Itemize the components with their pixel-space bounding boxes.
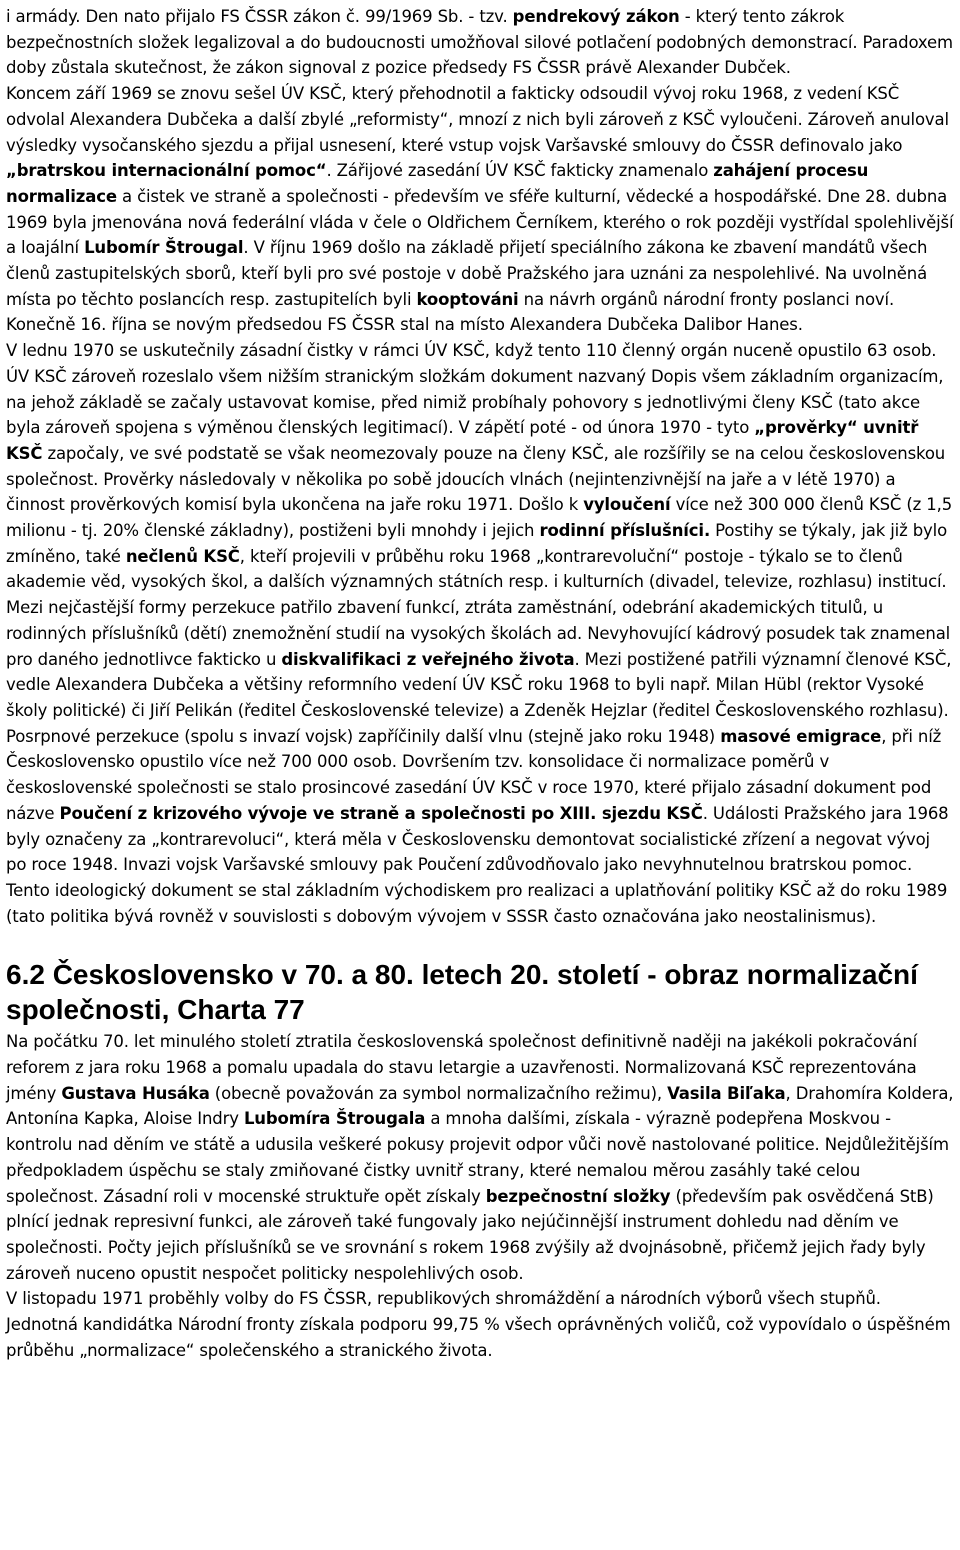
bold-text-run: Poučení z krizového vývoje ve straně a společnosti po XIII. sjezdu KSČ bbox=[59, 803, 703, 823]
paragraph bbox=[6, 1029, 954, 1286]
text-run: V listopadu 1971 proběhly volby do FS ČSSR, republikových shromáždění a národních výborů všech stupňů. Jednotná kandidátka Národní fronty získala podporu 99,75 % všech oprávněných voličů, což vypovídalo o úspěšném průběhu „normalizace“ společenského a stranického života. bbox=[6, 1289, 951, 1360]
text-run: a mnoha dalšími, získala - výrazně podepřena Moskvou - kontrolu nad děním ve státě a udusila veškeré pokusy projevit odpor vůči nově nastolované politice. Nejdůležitějším předpokladem úspěchu se staly zmiňované čistky uvnitř strany, které nemalou měrou zasáhly také celou společnost. Zásadní roli v mocenské struktuře opět získaly bbox=[6, 1109, 949, 1206]
text-run: . V říjnu 1969 došlo na základě přijetí speciálního zákona ke zbavení mandátů všech členů zastupitelských sborů, kteří byli pro své postoje v době Pražského jara uznáni za nespolehlivé. Na uvolněná místa po těchto poslancích resp. zastupitelích byli bbox=[6, 238, 928, 309]
paragraph bbox=[6, 4, 954, 81]
text-run: započaly, ve své podstatě se však neomezovaly pouze na členy KSČ, ale rozšířily se na celou československou společnost. Prověrky následovaly v několika po sobě jdoucích vlnách (nejintenzivnější na jaře a v létě 1970) a činnost prověrkových komisí byla ukončena na jaře roku 1971. Došlo k bbox=[6, 443, 946, 515]
bold-text-run: Lubomír Štrougal bbox=[84, 238, 244, 258]
text-run: . Události Pražského jara 1968 byly označeny za „kontrarevoluci“, která měla v Československu demontovat socialistické zřízení a negovat vývoj po roce 1948. Invazi vojsk Varšavské smlouvy pak Poučení zdůvodňovalo jako nevyhnutelnou bratrskou pomoc. Tento ideologický dokument se stal základním východiskem pro realizaci a uplatňování politiky KSČ až do roku 1989 (tato politika bývá rovněž v souvislosti s dobovým vývojem v SSSR často označována jako neostalinismus). bbox=[6, 803, 949, 926]
text-run: . Mezi postižené patřili významní členové KSČ, vedle Alexandera Dubčeka a většiny reformního vedení ÚV KSČ roku 1968 to byli např. Milan Hübl (rektor Vysoké školy politické) či Jiří Pelikán (ředitel Československé televize) a Zdeněk Hejzlar (ředitel Československého rozhlasu). Posrpnové perzekuce (spolu s invazí vojsk) zapříčinily další vlnu (stejně jako roku 1948) bbox=[6, 649, 952, 746]
text-run: na návrh orgánů národní fronty poslanci noví. Konečně 16. října se novým předsedou FS ČSSR stal na místo Alexandera Dubčeka Dalibor Hanes. bbox=[6, 289, 895, 335]
text-run: více než 300 000 členů KSČ (z 1,5 milionu - tj. 20% členské základny), postiženi byli mnohdy i jejich bbox=[6, 495, 953, 541]
text-run: , kteří projevili v průběhu roku 1968 „kontrarevoluční“ postoje - týkalo se to členů akademie věd, vysokých škol, a dalších významných státních resp. i kulturních (divadel, televize, rozhlasu) institucí. Mezi nejčastější formy perzekuce patřilo zbavení funkcí, ztráta zaměstnání, odebrání akademických titulů, u rodinných příslušníků (dětí) znemožnění studií na vysokých školách ad. Nevyhovující kádrový posudek tak znamenal pro daného jednotlivce fakticko u bbox=[6, 546, 951, 669]
text-run: - který tento zákrok bezpečnostních složek legalizoval a do budoucnosti umožňoval silové potlačení podobných demonstrací. Paradoxem doby zůstala skutečnost, že zákon signoval z pozice předsedy FS ČSSR právě Alexander Dubček. bbox=[6, 7, 953, 78]
bold-text-run: „bratrskou internacionální pomoc“ bbox=[6, 161, 327, 181]
bold-text-run: pendrekový zákon bbox=[512, 7, 680, 26]
bold-text-run: Gustava Husáka bbox=[61, 1083, 210, 1103]
bold-text-run: Lubomíra Štrougala bbox=[243, 1109, 426, 1129]
text-run: . Zářijové zasedání ÚV KSČ fakticky znamenalo bbox=[326, 161, 714, 181]
bold-text-run: bezpečnostní složky bbox=[485, 1186, 671, 1206]
paragraph bbox=[6, 338, 954, 929]
text-run: , Drahomíra Koldera, Antonína Kapka, Aloise Indry bbox=[6, 1083, 954, 1129]
bold-text-run: „prověrky“ uvnitř KSČ bbox=[6, 418, 919, 463]
text-run: Postihy se týkaly, jak již bylo zmíněno, také bbox=[6, 521, 948, 566]
paragraph bbox=[6, 1286, 954, 1363]
bold-text-run: nečlenů KSČ bbox=[125, 546, 240, 566]
text-run: Koncem září 1969 se znovu sešel ÚV KSČ, který přehodnotil a fakticky odsoudil vývoj roku 1968, z vedení KSČ odvolal Alexandera Dubčeka a další zbylé „reformisty“, mnozí z nich byli zároveň z KSČ vyloučeni. Zároveň anuloval výsledky vysočanského sjezdu a přijal usnesení, které vstup vojsk Varšavské smlouvy do ČSSR definovalo jako bbox=[6, 84, 949, 155]
text-run: V lednu 1970 se uskutečnily zásadní čistky v rámci ÚV KSČ, když tento 110 členný orgán nuceně opustilo 63 osob. ÚV KSČ zároveň rozeslalo všem nižším stranickým složkám dokument nazvaný Dopis všem základním organizacím, na jehož základě se začaly ustavovat komise, před nimiž probíhaly pohovory s jednotlivými členy KSČ (tato akce byla zároveň spojena s výměnou členských legitimací). V zápětí poté - od února 1970 - tyto bbox=[6, 341, 944, 438]
text-run: (obecně považován za symbol normalizačního režimu), bbox=[209, 1083, 668, 1103]
text-run: (především pak osvědčená StB) plnící jednak represivní funkci, ale zároveň také fungovaly jako nejúčinnější instrument dohledu nad děním ve společnosti. Počty jejich příslušníků se ve srovnání s rokem 1968 zvýšily až dvojnásobně, přičemž jejich řady byly zároveň nuceno opustit nespočet politicky nespolehlivých osob. bbox=[6, 1186, 934, 1283]
text-run: , při níž Československo opustilo více než 700 000 osob. Dovršením tzv. konsolidace či normalizace poměrů v československé společnosti se stalo prosincové zasedání ÚV KSČ v roce 1970, které přijalo zásadní dokument pod názve bbox=[6, 726, 942, 823]
section-heading: 6.2 Československo v 70. a 80. letech 20. století - obraz normalizační společnosti, Charta 77 bbox=[6, 959, 918, 1026]
bold-text-run: vyloučení bbox=[583, 495, 671, 515]
bold-text-run: diskvalifikaci z veřejného života bbox=[281, 649, 575, 669]
text-run: Na počátku 70. let minulého století ztratila československá společnost definitivně naději na jakékoli pokračování reforem z jara roku 1968 a pomalu upadala do stavu letargie a uzavřenosti. Normalizovaná KSČ reprezentována jmény bbox=[6, 1032, 918, 1103]
bold-text-run: Vasila Biľaka bbox=[667, 1083, 786, 1103]
paragraph bbox=[6, 81, 954, 338]
bold-text-run: zahájení procesu normalizace bbox=[6, 161, 869, 206]
text-run: i armády. Den nato přijalo FS ČSSR zákon č. 99/1969 Sb. - tzv. bbox=[6, 7, 513, 26]
text-run: a čistek ve straně a společnosti - především ve sféře kulturní, vědecké a hospodářské. Dne 28. dubna 1969 byla jmenována nová federální vláda v čele o Oldřichem Černíkem, kterého o rok později vystřídal spolehlivější a loajální bbox=[6, 186, 954, 258]
bold-text-run: kooptováni bbox=[416, 289, 519, 309]
bold-text-run: masové emigrace bbox=[720, 726, 882, 746]
bold-text-run: rodinní příslušníci. bbox=[539, 521, 711, 541]
